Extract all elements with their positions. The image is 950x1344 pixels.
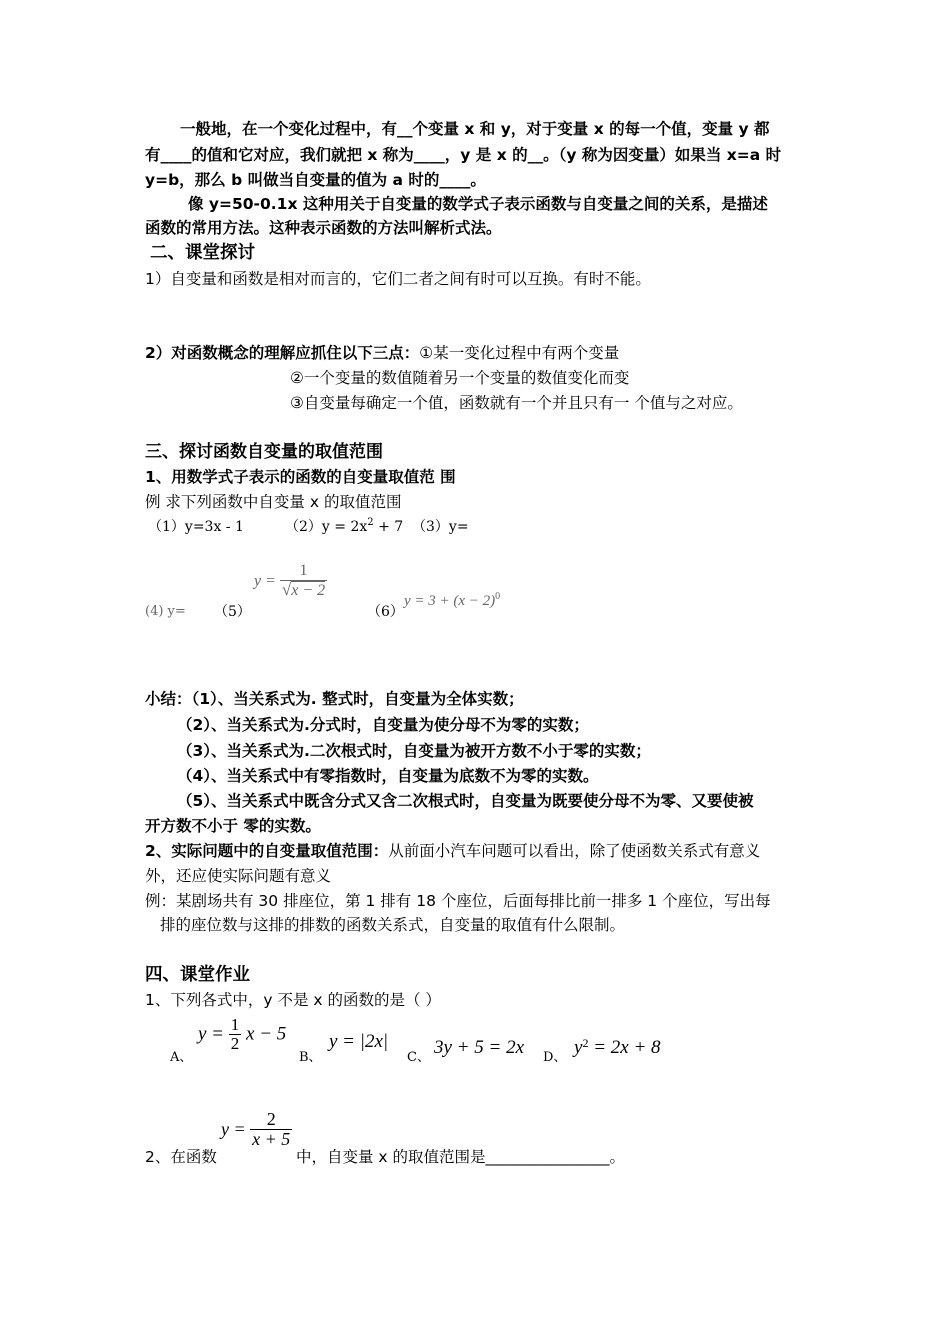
section3-title: 三、探讨函数自变量的取值范围 bbox=[145, 442, 383, 462]
point-2-item-2: ②一个变量的数值随着另一个变量的数值变化而变 bbox=[290, 369, 630, 387]
section2-title: 二、课堂探讨 bbox=[150, 243, 255, 263]
option-a-label: A、 bbox=[170, 1050, 193, 1065]
option-d-formula: $y^2 = 2x + 8$ bbox=[574, 1036, 661, 1058]
intro-line-5: 函数的常用方法。这种表示函数的方法叫解析式法。 bbox=[145, 219, 502, 237]
option-c-formula: 3y + 5 = 2x bbox=[434, 1037, 525, 1058]
question-1: 1、下列各式中，y 不是 x 的函数的是（ ） bbox=[145, 991, 441, 1009]
question-2-suffix: 中，自变量 x 的取值范围是________________。 bbox=[296, 1148, 626, 1166]
option-b-formula: y = |2x| bbox=[329, 1031, 389, 1052]
summary-line-5a: （5）、当关系式中既含分式又含二次根式时，自变量为既要使分母不为零、又要使被 bbox=[177, 792, 754, 810]
exercise-item-6-formula: $y = 3 + (x - 2)^0$ bbox=[404, 591, 501, 609]
option-b-label: B、 bbox=[299, 1050, 322, 1065]
intro-line-1: 一般地，在一个变化过程中，有__个变量 x 和 y，对于变量 x 的每一个值，变量 y 都 bbox=[180, 120, 770, 138]
point-2-item-1: ①某一变化过程中有两个变量 bbox=[419, 344, 620, 362]
practical-example-2: 排的座位数与这排的排数的函数关系式，自变量的取值有什么限制。 bbox=[160, 916, 626, 934]
practical-example-1: 例：某剧场共有 30 排座位，第 1 排有 18 个座位，后面每排比前一排多 1 个座位，写出每 bbox=[145, 892, 771, 910]
summary-line-2: （2）、当关系式为.分式时，自变量为使分母不为零的实数； bbox=[177, 716, 589, 734]
summary-line-1: 小结：（1）、当关系式为. 整式时，自变量为全体实数； bbox=[145, 690, 524, 708]
option-a-formula: y = $\frac{1}{2}$ x − 5 bbox=[198, 1015, 287, 1053]
exercise-item-5-formula: y = $\frac{1}{√x - 2}$ bbox=[254, 562, 326, 599]
point-2-label: 2）对函数概念的理解应抓住以下三点： bbox=[145, 344, 420, 362]
exercise-item-6-label: （6） bbox=[367, 604, 404, 620]
practical-line-2: 外，还应使实际问题有意义 bbox=[145, 867, 332, 885]
intro-line-2: 有____的值和它对应，我们就把 x 称为____，y 是 x 的__。（y 称为因变量）如果当 x=a 时 bbox=[145, 146, 782, 164]
section2-point-1: 1）自变量和函数是相对而言的，它们二者之间有时可以互换。有时不能。 bbox=[145, 270, 651, 288]
question-2-formula: y = $\frac{2}{x + 5}$ bbox=[221, 1109, 291, 1149]
option-c-label: C、 bbox=[407, 1050, 430, 1065]
exercise-item-1: （1）y=3x - 1 bbox=[148, 519, 244, 535]
summary-line-4: （4）、当关系式中有零指数时，自变量为底数不为零的实数。 bbox=[177, 767, 599, 785]
exercise-item-3: （3）y= bbox=[412, 519, 469, 535]
exercise-item-2: $(2)y = 2x^2 + 7$ bbox=[285, 517, 404, 535]
practical-line-1: 2、实际问题中的自变量取值范围：从前面小汽车问题可以看出，除了使函数关系式有意义 bbox=[145, 842, 761, 860]
intro-line-4: 像 y=50-0.1x 这种用关于自变量的数学式子表示函数与自变量之间的关系，是描述 bbox=[188, 195, 768, 213]
exercise-item-5-label: （5） bbox=[214, 604, 251, 620]
exercise-item-4: (4) y= bbox=[145, 604, 186, 619]
section2-point-2 bbox=[145, 342, 619, 364]
section3-example: 例 求下列函数中自变量 x 的取值范围 bbox=[145, 493, 402, 511]
summary-line-5b: 开方数不小于 零的实数。 bbox=[145, 817, 321, 835]
section3-subtitle: 1、用数学式子表示的函数的自变量取值范 围 bbox=[145, 468, 456, 486]
section4-title: 四、课堂作业 bbox=[145, 965, 250, 985]
question-2-prefix: 2、在函数 bbox=[145, 1148, 217, 1166]
option-d-label: D、 bbox=[543, 1050, 567, 1065]
intro-line-3: y=b，那么 b 叫做当自变量的值为 a 时的____。 bbox=[145, 171, 486, 189]
summary-line-3: （3）、当关系式为.二次根式时，自变量为被开方数不小于零的实数； bbox=[177, 742, 651, 760]
point-2-item-3: ③自变量每确定一个值，函数就有一个并且只有一 个值与之对应。 bbox=[290, 394, 743, 412]
